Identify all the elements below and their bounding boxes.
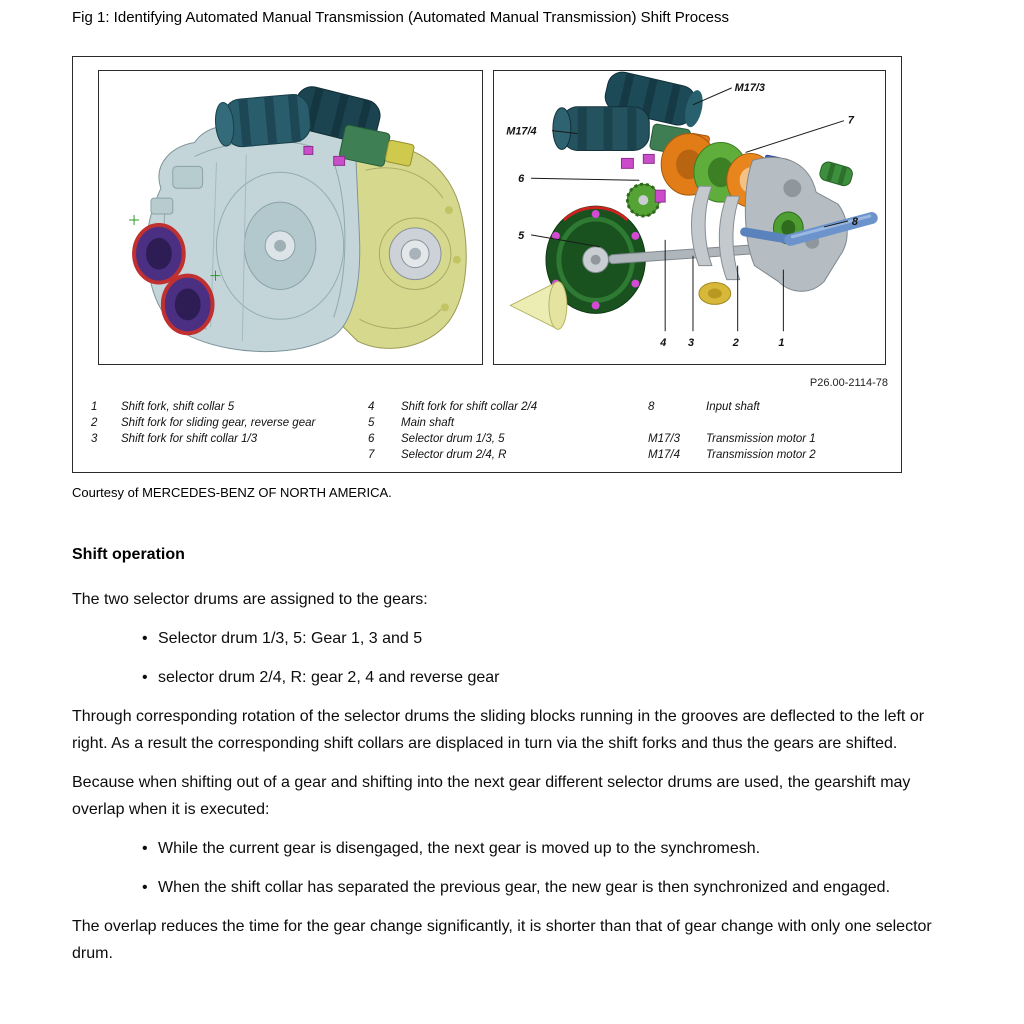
callout-3: 3 [688,337,695,350]
legend-key: 2 [91,417,98,429]
legend-key: M17/3 [648,433,680,445]
section-heading: Shift operation [72,546,185,563]
legend-row [648,448,893,463]
legend-column-3 [648,400,893,464]
legend-label: Input shaft [706,401,760,413]
legend-row [368,448,633,463]
callout-5: 5 [518,229,525,242]
legend-row [368,400,633,415]
callout-4: 4 [660,337,667,350]
callout-2: 2 [732,337,739,350]
callout-7: 7 [847,114,854,127]
legend-row [368,416,633,431]
legend-spacer [648,416,893,432]
legend-label: Shift fork for shift collar 2/4 [401,401,538,413]
legend-key: 6 [368,433,375,445]
green-coupling [818,160,854,187]
figure-part-number: P26.00-2114-78 [809,377,888,389]
legend-key: 8 [648,401,655,413]
callout-6: 6 [518,173,525,186]
callout-m17-3: M17/3 [734,81,766,94]
bullet-list-selector-drums [72,625,950,691]
legend-key: 1 [91,401,98,413]
bullet-text: Selector drum 1/3, 5: Gear 1, 3 and 5 [158,630,423,647]
legend-row [648,432,893,447]
output-cone [510,282,567,330]
gear-small-left [627,184,665,216]
legend-label: Selector drum 1/3, 5 [401,433,505,445]
legend-row [368,432,633,447]
legend-key: 3 [91,433,98,445]
legend-label: Shift fork, shift collar 5 [121,401,235,413]
bell-housing [344,146,467,349]
paragraph-overlap-benefit: The overlap reduces the time for the gear change significantly, it is shorter than that of gear change with only one selector drum. [72,918,932,962]
legend-label: Shift fork for sliding gear, reverse gear [121,417,316,429]
bullet-text: While the current gear is disengaged, the next gear is moved up to the synchromesh. [158,840,761,857]
callout-1: 1 [778,337,785,350]
bullet-text: When the shift collar has separated the previous gear, the new gear is then synchronized and engaged. [158,879,891,896]
bullet-text: selector drum 2/4, R: gear 2, 4 and reverse gear [158,669,500,686]
callout-8: 8 [851,215,858,228]
figure-legend [73,400,901,466]
figure-box [72,56,902,473]
bullet-item [72,874,950,901]
paragraph-overlap-intro: Because when shifting out of a gear and shifting into the next gear different selector drums are used, the gearshift may overlap when it is executed: [72,774,911,818]
legend-label: Selector drum 2/4, R [401,449,507,461]
legend-label: Transmission motor 2 [706,449,816,461]
transmission-motor-2 [553,107,649,151]
legend-key: 5 [368,417,375,429]
gold-gear [699,283,731,305]
legend-row [91,400,341,415]
bullet-item [72,664,950,691]
paragraph-intro: The two selector drums are assigned to the gears: [72,591,428,608]
legend-key: 4 [368,401,375,413]
transmission-assembly-illustration [99,71,482,364]
callout-m17-4: M17/4 [506,125,537,138]
legend-row [91,416,341,431]
courtesy-line: Courtesy of MERCEDES-BENZ OF NORTH AMERICA. [72,485,392,500]
legend-key: M17/4 [648,449,680,461]
legend-column-1 [91,400,341,448]
figure-title: Fig 1: Identifying Automated Manual Transmission (Automated Manual Transmission) Shift Process [72,9,729,26]
legend-row [91,432,341,447]
bullet-list-overlap [72,835,950,901]
legend-key: 7 [368,449,375,461]
transmission-photo-frame [98,70,483,365]
paragraph-rotation: Through corresponding rotation of the selector drums the sliding blocks running in the grooves are deflected to the left or right. As a result the corresponding shift collars are displaced in turn via the shift forks and thus the gears are shifted. [72,708,925,752]
bullet-item [72,835,950,862]
legend-label: Transmission motor 1 [706,433,816,445]
legend-column-2 [368,400,633,464]
legend-label: Shift fork for shift collar 1/3 [121,433,258,445]
legend-label: Main shaft [401,417,455,429]
bullet-item [72,625,950,652]
exploded-view-illustration [494,71,885,364]
legend-row [648,400,893,415]
exploded-view-frame [493,70,886,365]
